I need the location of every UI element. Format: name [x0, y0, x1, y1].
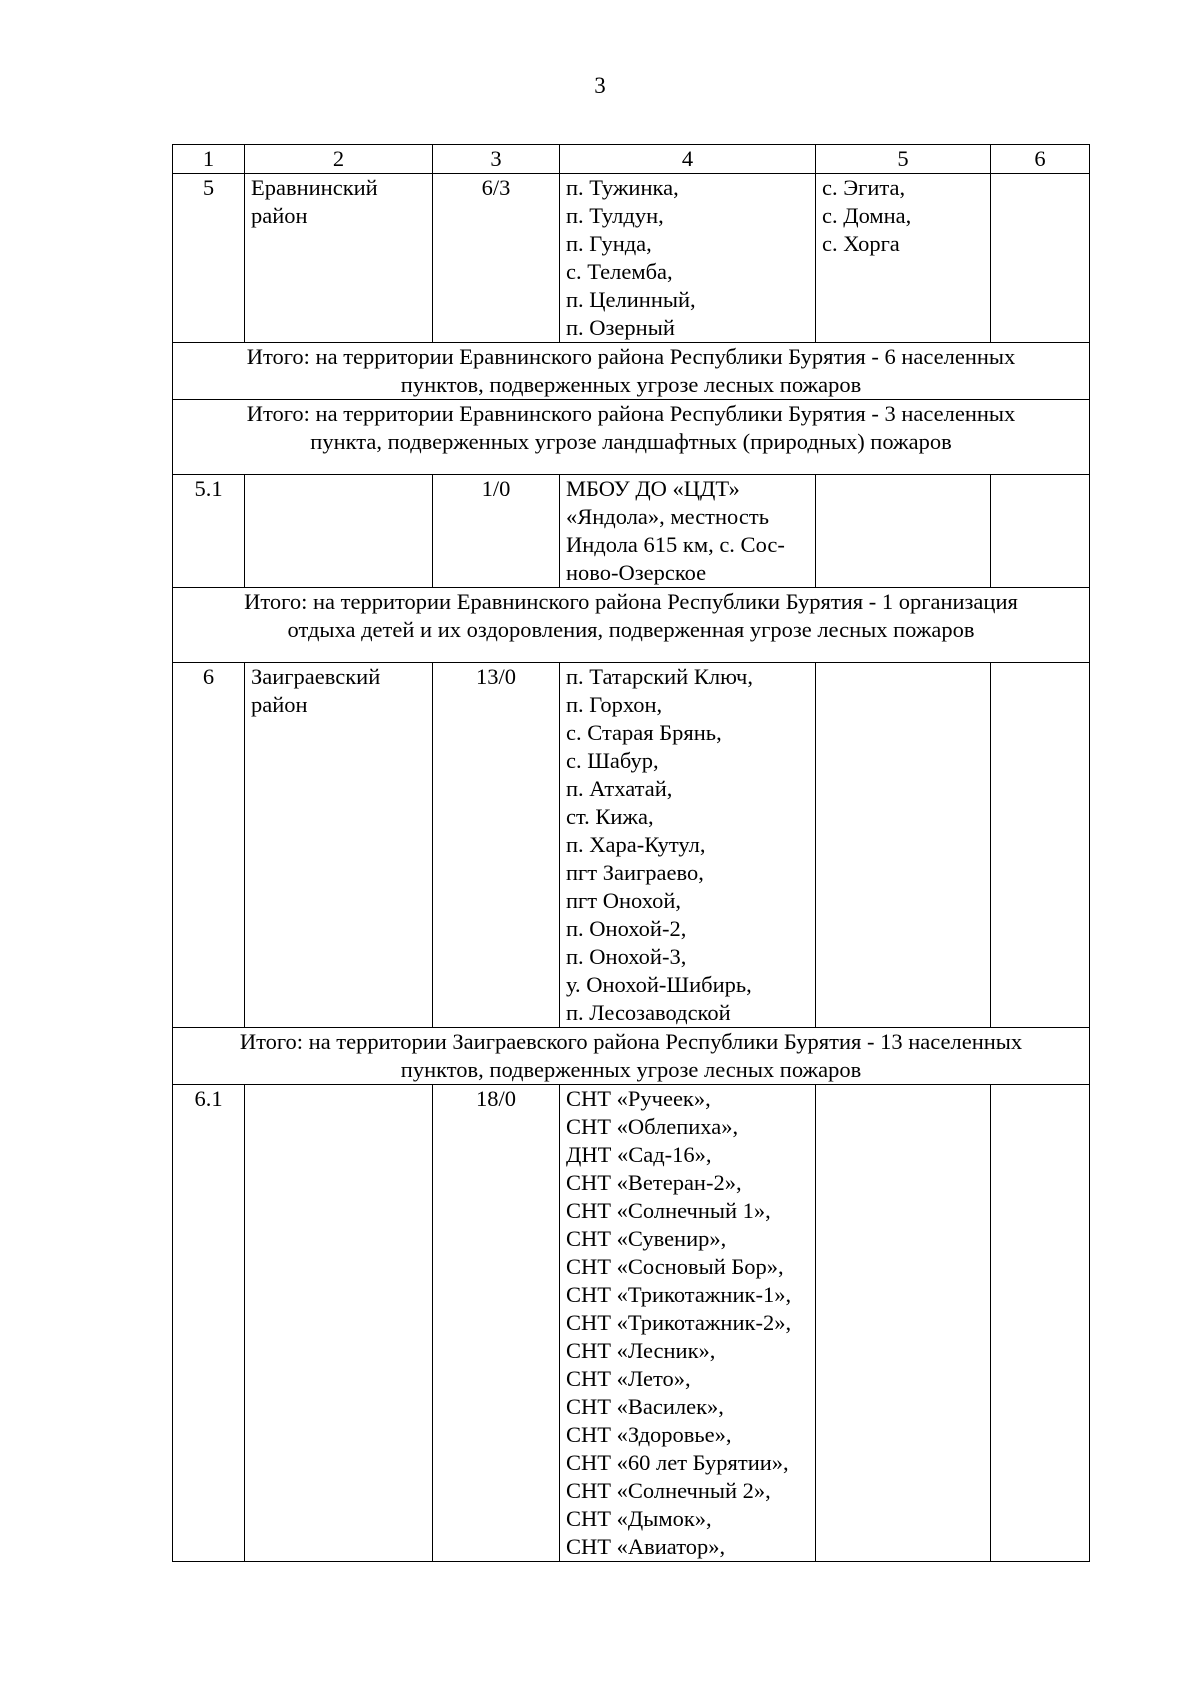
total-row	[173, 588, 1090, 663]
settlement: ДНТ «Сад-16»,	[566, 1142, 712, 1167]
col6-cell	[991, 475, 1090, 588]
table-row	[173, 1085, 1090, 1562]
settlements-cell	[560, 663, 816, 1028]
settlement: «Яндола», местность	[566, 504, 769, 529]
table-row	[173, 475, 1090, 588]
total-line: пунктов, подверженных угрозе лесных пожаров	[400, 372, 862, 397]
district-line: район	[251, 692, 308, 717]
total-row	[173, 1028, 1090, 1085]
settlement: СНТ «Лето»,	[566, 1366, 691, 1391]
total-cell	[173, 400, 1090, 475]
settlement: с. Старая Брянь,	[566, 720, 722, 745]
settlement: СНТ «Сувенир»,	[566, 1226, 727, 1251]
col5-item: с. Эгита,	[822, 175, 906, 200]
settlement: СНТ «Облепиха»,	[566, 1114, 739, 1139]
settlement: с. Шабур,	[566, 748, 659, 773]
col6-cell	[991, 1085, 1090, 1562]
settlement: СНТ «Солнечный 2»,	[566, 1478, 771, 1503]
settlement: СНТ «Лесник»,	[566, 1338, 716, 1363]
col5-item: с. Хорга	[822, 231, 900, 256]
table-row	[173, 663, 1090, 1028]
settlement: СНТ «Солнечный 1»,	[566, 1198, 771, 1223]
district-cell	[245, 475, 433, 588]
settlement: СНТ «Василек»,	[566, 1394, 724, 1419]
settlement: п. Целинный,	[566, 287, 696, 312]
settlement: Индола 615 км, с. Сос-	[566, 532, 785, 557]
total-cell	[173, 1028, 1090, 1085]
total-line: Итого: на территории Еравнинского района Республики Бурятия - 6 населенных	[246, 344, 1016, 369]
settlement: СНТ «Трикотажник-2»,	[566, 1310, 792, 1335]
district-cell	[245, 174, 433, 343]
settlement: пгт Заиграево,	[566, 860, 704, 885]
col5-cell	[816, 663, 991, 1028]
district-line: район	[251, 203, 308, 228]
header-row	[173, 145, 1090, 174]
header-cell: 6	[991, 145, 1090, 174]
header-cell: 1	[173, 145, 245, 174]
col5-item: с. Домна,	[822, 203, 912, 228]
settlement: СНТ «Трикотажник-1»,	[566, 1282, 792, 1307]
settlement: п. Онохой-3,	[566, 944, 687, 969]
settlements-cell	[560, 1085, 816, 1562]
settlement: п. Лесозаводской	[566, 1000, 731, 1025]
settlement: п. Атхатай,	[566, 776, 673, 801]
settlement: СНТ «Сосновый Бор»,	[566, 1254, 784, 1279]
total-row	[173, 400, 1090, 475]
settlement: п. Хара-Кутул,	[566, 832, 706, 857]
table-row	[173, 174, 1090, 343]
total-row	[173, 343, 1090, 400]
settlement: СНТ «Здоровье»,	[566, 1422, 732, 1447]
district-line: Заиграевский	[251, 664, 381, 689]
district-cell	[245, 1085, 433, 1562]
settlement: п. Горхон,	[566, 692, 663, 717]
settlement: СНТ «60 лет Бурятии»,	[566, 1450, 789, 1475]
total-line: пункта, подверженных угрозе ландшафтных (природных) пожаров	[310, 429, 952, 454]
count-cell: 1/0	[433, 475, 560, 588]
settlement: пгт Онохой,	[566, 888, 682, 913]
settlement: п. Татарский Ключ,	[566, 664, 753, 689]
count-cell: 18/0	[433, 1085, 560, 1562]
settlement: п. Тужинка,	[566, 175, 679, 200]
district-cell	[245, 663, 433, 1028]
header-cell: 2	[245, 145, 433, 174]
settlement: СНТ «Дымок»,	[566, 1506, 712, 1531]
row-number: 6	[173, 663, 245, 1028]
total-line: Итого: на территории Еравнинского района Республики Бурятия - 3 населенных	[246, 401, 1016, 426]
header-cell: 3	[433, 145, 560, 174]
col6-cell	[991, 174, 1090, 343]
settlement: с. Телемба,	[566, 259, 673, 284]
settlement: СНТ «Ветеран-2»,	[566, 1170, 742, 1195]
settlements-table	[172, 144, 1090, 1562]
settlement: СНТ «Авиатор»,	[566, 1534, 726, 1559]
settlement: СНТ «Ручеек»,	[566, 1086, 711, 1111]
total-cell	[173, 343, 1090, 400]
settlement: ст. Кижа,	[566, 804, 654, 829]
col5-cell	[816, 1085, 991, 1562]
count-cell: 6/3	[433, 174, 560, 343]
count-cell: 13/0	[433, 663, 560, 1028]
settlements-cell	[560, 475, 816, 588]
header-cell: 5	[816, 145, 991, 174]
total-line: Итого: на территории Еравнинского района Республики Бурятия - 1 организация	[244, 589, 1018, 614]
total-line: отдыха детей и их оздоровления, подверженная угрозе лесных пожаров	[287, 617, 975, 642]
settlement: п. Онохой-2,	[566, 916, 687, 941]
col5-cell	[816, 174, 991, 343]
settlement: МБОУ ДО «ЦДТ»	[566, 476, 740, 501]
row-number: 5.1	[173, 475, 245, 588]
district-line: Еравнинский	[251, 175, 378, 200]
col5-cell	[816, 475, 991, 588]
header-cell: 4	[560, 145, 816, 174]
settlement: п. Озерный	[566, 315, 675, 340]
settlement: ново-Озерское	[566, 560, 707, 585]
col6-cell	[991, 663, 1090, 1028]
page-number: 3	[594, 73, 606, 98]
settlement: п. Тулдун,	[566, 203, 664, 228]
settlement: у. Онохой-Шибирь,	[566, 972, 752, 997]
row-number: 5	[173, 174, 245, 343]
total-line: Итого: на территории Заиграевского района Республики Бурятия - 13 населенных	[239, 1029, 1023, 1054]
total-cell	[173, 588, 1090, 663]
total-line: пунктов, подверженных угрозе лесных пожаров	[400, 1057, 862, 1082]
settlement: п. Гунда,	[566, 231, 652, 256]
row-number: 6.1	[173, 1085, 245, 1562]
settlements-cell	[560, 174, 816, 343]
